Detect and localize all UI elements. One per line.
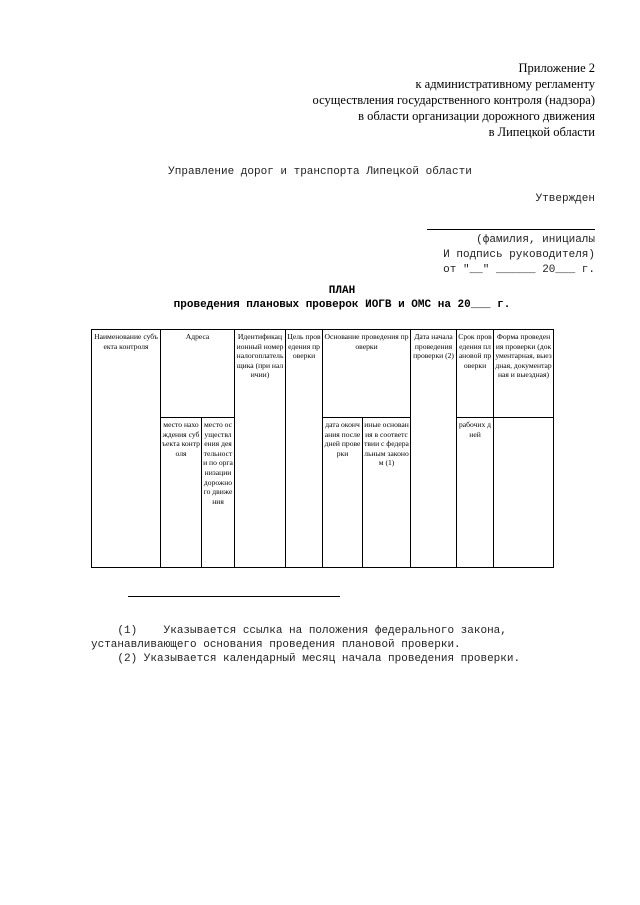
plan-title: ПЛАН <box>328 285 356 297</box>
appendix-title: Приложение 2 <box>518 61 595 75</box>
footnote-1: (1) Указывается ссылка на положения федерального закона, <box>91 625 507 637</box>
signature-block <box>443 233 595 278</box>
appendix-header <box>313 60 595 140</box>
header-subject-name: Наименование субъекта контроля <box>92 330 161 568</box>
approval-label: Утвержден <box>535 193 595 205</box>
appendix-line: осуществления государственного контроля (надзора) <box>312 93 595 107</box>
footnote-divider <box>128 596 340 597</box>
header-addresses: Адреса <box>161 330 235 418</box>
subheader-basis-end-date: дата окончания последней проверки <box>323 418 363 568</box>
signature-caption: И подпись руководителя) <box>443 249 595 261</box>
header-start-date: Дата начала проведения проверки (2) <box>411 330 457 568</box>
plan-heading <box>0 284 640 312</box>
footnote-1-continued: устанавливающего основания проведения плановой проверки. <box>91 639 461 651</box>
header-purpose: Цель проведения проверки <box>286 330 323 568</box>
subheader-address-location: место нахождения субъекта контроля <box>161 418 202 568</box>
subheader-address-activity: место осуществления деятельности по организации дорожного движения <box>202 418 235 568</box>
footnotes <box>91 624 520 666</box>
header-form: Форма проведения проверки (документарная, выездная, документарная и выездная) <box>494 330 554 418</box>
header-duration: Срок проведения плановой проверки <box>457 330 494 418</box>
header-basis: Основание проведения проверки <box>323 330 411 418</box>
plan-subtitle: проведения плановых проверок ИОГВ и ОМС на 20___ г. <box>173 299 511 311</box>
table-cell <box>494 418 554 568</box>
appendix-line: к административному регламенту <box>415 77 595 91</box>
approval-date: от "__" ______ 20___ г. <box>443 264 595 276</box>
subheader-basis-other: иные основания в соответствии с федеральным законом (1) <box>363 418 411 568</box>
appendix-line: в области организации дорожного движения <box>358 109 595 123</box>
inspection-plan-table <box>91 329 554 568</box>
signature-caption: (фамилия, инициалы <box>476 234 595 246</box>
signature-line <box>427 229 595 230</box>
subheader-duration-unit: рабочих дней <box>457 418 494 568</box>
appendix-line: в Липецкой области <box>488 125 595 139</box>
department-name: Управление дорог и транспорта Липецкой области <box>168 166 472 178</box>
footnote-2: (2) Указывается календарный месяц начала проведения проверки. <box>91 653 521 665</box>
header-inn: Идентификационный номер налогоплательщика (при наличии) <box>235 330 286 568</box>
